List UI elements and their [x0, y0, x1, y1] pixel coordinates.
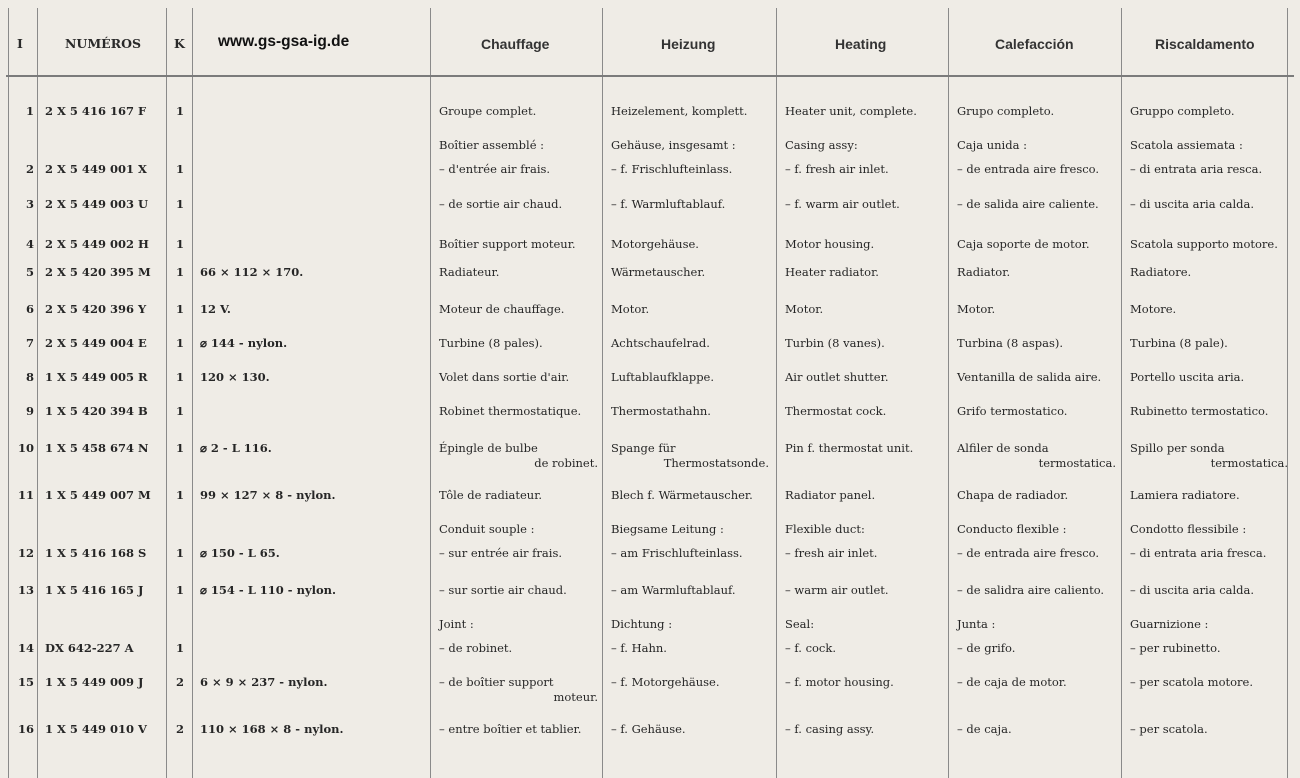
cell-fr: Groupe complet.: [439, 104, 537, 118]
cell-i: 13: [17, 583, 34, 597]
cell-k: 1: [176, 162, 185, 176]
cell-fr: – de robinet.: [439, 641, 513, 655]
cell-it: – per scatola.: [1130, 722, 1208, 736]
cell-de: Gehäuse, insgesamt :: [611, 138, 736, 152]
cell-en: – f. warm air outlet.: [785, 197, 900, 211]
cell-es: – de salida aire caliente.: [957, 197, 1099, 211]
cell-en: – f. motor housing.: [785, 675, 894, 689]
cell-num: 2 X 5 420 395 M: [45, 265, 151, 279]
cell-it: Portello uscita aria.: [1130, 370, 1245, 384]
cell-it: Turbina (8 pale).: [1130, 336, 1228, 350]
header-rule: [6, 75, 1294, 77]
cell-num: 1 X 5 449 009 J: [45, 675, 144, 689]
cell-k: 1: [176, 104, 185, 118]
cell-dim: 120 × 130.: [200, 370, 270, 384]
website-url: www.gs-gsa-ig.de: [218, 33, 350, 50]
cell-num: 1 X 5 458 674 N: [45, 441, 149, 455]
cell-fr: – de sortie air chaud.: [439, 197, 563, 211]
cell-en: – warm air outlet.: [785, 583, 889, 597]
cell-fr: Volet dans sortie d'air.: [439, 370, 570, 384]
cell-it: Radiatore.: [1130, 265, 1192, 279]
cell-it: Motore.: [1130, 302, 1177, 316]
cell-de: – f. Frischlufteinlass.: [611, 162, 733, 176]
cell-en: Seal:: [785, 617, 815, 631]
cell-dim: ⌀ 2 - L 116.: [200, 441, 272, 455]
cell-es: Turbina (8 aspas).: [957, 336, 1064, 350]
cell-es: Caja soporte de motor.: [957, 237, 1090, 251]
cell-it: Lamiera radiatore.: [1130, 488, 1240, 502]
header-numeros: NUMÉROS: [65, 36, 141, 51]
cell-fr: Conduit souple :: [439, 522, 535, 536]
cell-k: 1: [176, 302, 185, 316]
cell-en: – f. casing assy.: [785, 722, 875, 736]
cell-es: Alfiler de sonda: [957, 441, 1049, 455]
cell-dim: 110 × 168 × 8 - nylon.: [200, 722, 344, 736]
cell-en: Turbin (8 vanes).: [785, 336, 885, 350]
cell-de: Motor.: [611, 302, 650, 316]
cell-en: Heater radiator.: [785, 265, 879, 279]
cell-es: Conducto flexible :: [957, 522, 1067, 536]
cell-dim: 6 × 9 × 237 - nylon.: [200, 675, 328, 689]
cell-fr: Joint :: [439, 617, 474, 631]
header-french: Chauffage: [481, 36, 550, 52]
cell-dim: ⌀ 154 - L 110 - nylon.: [200, 583, 337, 597]
cell-es-continued: termostatica.: [1038, 456, 1116, 470]
cell-fr: Radiateur.: [439, 265, 500, 279]
cell-fr: Boîtier support moteur.: [439, 237, 576, 251]
cell-es: Ventanilla de salida aire.: [957, 370, 1102, 384]
cell-en: Pin f. thermostat unit.: [785, 441, 914, 455]
cell-fr: Tôle de radiateur.: [439, 488, 543, 502]
cell-it: Scatola assiemata :: [1130, 138, 1243, 152]
cell-es: – de entrada aire fresco.: [957, 162, 1100, 176]
cell-fr: – entre boîtier et tablier.: [439, 722, 582, 736]
cell-it: Gruppo completo.: [1130, 104, 1235, 118]
cell-num: 1 X 5 420 394 B: [45, 404, 148, 418]
cell-de: Spange für: [611, 441, 676, 455]
cell-dim: ⌀ 150 - L 65.: [200, 546, 280, 560]
column-divider: [776, 8, 777, 778]
cell-k: 1: [176, 583, 185, 597]
cell-es: Caja unida :: [957, 138, 1027, 152]
column-divider: [192, 8, 193, 778]
cell-de: Biegsame Leitung :: [611, 522, 724, 536]
cell-i: 9: [25, 404, 34, 418]
cell-i: 12: [17, 546, 34, 560]
cell-it: Guarnizione :: [1130, 617, 1209, 631]
cell-it: Rubinetto termostatico.: [1130, 404, 1269, 418]
cell-i: 2: [25, 162, 34, 176]
cell-i: 10: [17, 441, 34, 455]
cell-num: 1 X 5 449 010 V: [45, 722, 147, 736]
cell-i: 15: [17, 675, 34, 689]
cell-es: – de grifo.: [957, 641, 1016, 655]
cell-k: 1: [176, 488, 185, 502]
cell-dim: ⌀ 144 - nylon.: [200, 336, 288, 350]
cell-en: Radiator panel.: [785, 488, 876, 502]
cell-es: Radiator.: [957, 265, 1011, 279]
cell-fr: Moteur de chauffage.: [439, 302, 565, 316]
cell-it: – di entrata aria resca.: [1130, 162, 1263, 176]
cell-k: 1: [176, 237, 185, 251]
cell-de: – am Warmluftablauf.: [611, 583, 736, 597]
cell-dim: 12 V.: [200, 302, 231, 316]
cell-en: Air outlet shutter.: [785, 370, 889, 384]
header-english: Heating: [835, 36, 887, 52]
cell-de: – f. Gehäuse.: [611, 722, 686, 736]
cell-it: Scatola supporto motore.: [1130, 237, 1278, 251]
cell-i: 7: [25, 336, 34, 350]
cell-fr: – sur entrée air frais.: [439, 546, 562, 560]
cell-de: Dichtung :: [611, 617, 673, 631]
cell-de: Motorgehäuse.: [611, 237, 699, 251]
column-divider: [948, 8, 949, 778]
cell-en: – f. fresh air inlet.: [785, 162, 889, 176]
cell-k: 1: [176, 370, 185, 384]
cell-k: 2: [176, 722, 185, 736]
cell-en: Heater unit, complete.: [785, 104, 917, 118]
cell-fr: Épingle de bulbe: [439, 441, 538, 455]
cell-es: – de entrada aire fresco.: [957, 546, 1100, 560]
cell-i: 16: [17, 722, 34, 736]
cell-de: Thermostathahn.: [611, 404, 711, 418]
header-german: Heizung: [661, 36, 716, 52]
cell-fr: – de boîtier support: [439, 675, 554, 689]
cell-k: 2: [176, 675, 185, 689]
header-spanish: Calefacción: [995, 36, 1074, 52]
cell-it: – per scatola motore.: [1130, 675, 1253, 689]
cell-num: 2 X 5 449 004 E: [45, 336, 147, 350]
cell-i: 8: [25, 370, 34, 384]
cell-num: 1 X 5 449 005 R: [45, 370, 148, 384]
cell-es: Junta :: [957, 617, 996, 631]
cell-fr: Robinet thermostatique.: [439, 404, 582, 418]
cell-num: 2 X 5 416 167 F: [45, 104, 147, 118]
cell-it: – di uscita aria calda.: [1130, 197, 1255, 211]
cell-es: Grupo completo.: [957, 104, 1055, 118]
cell-en: Flexible duct:: [785, 522, 865, 536]
column-divider: [8, 8, 9, 778]
cell-i: 11: [17, 488, 34, 502]
column-divider: [1287, 8, 1288, 778]
cell-fr: Boîtier assemblé :: [439, 138, 545, 152]
cell-de: Achtschaufelrad.: [611, 336, 710, 350]
cell-num: 1 X 5 416 168 S: [45, 546, 147, 560]
cell-en: Motor housing.: [785, 237, 875, 251]
cell-de: Wärmetauscher.: [611, 265, 706, 279]
cell-es: Motor.: [957, 302, 996, 316]
cell-i: 4: [25, 237, 34, 251]
cell-dim: 99 × 127 × 8 - nylon.: [200, 488, 336, 502]
cell-i: 14: [17, 641, 34, 655]
cell-dim: 66 × 112 × 170.: [200, 265, 304, 279]
cell-es: Chapa de radiador.: [957, 488, 1069, 502]
cell-num: 2 X 5 449 003 U: [45, 197, 148, 211]
cell-k: 1: [176, 336, 185, 350]
cell-i: 3: [25, 197, 34, 211]
cell-num: 1 X 5 449 007 M: [45, 488, 151, 502]
cell-num: 1 X 5 416 165 J: [45, 583, 144, 597]
cell-de: – f. Motorgehäuse.: [611, 675, 720, 689]
cell-i: 5: [25, 265, 34, 279]
header-k: K: [174, 36, 185, 51]
cell-fr-continued: moteur.: [553, 690, 598, 704]
cell-num: DX 642-227 A: [45, 641, 134, 655]
cell-k: 1: [176, 404, 185, 418]
cell-de: Blech f. Wärmetauscher.: [611, 488, 753, 502]
cell-i: 1: [25, 104, 34, 118]
header-index: I: [17, 36, 23, 51]
column-divider: [166, 8, 167, 778]
cell-it: Spillo per sonda: [1130, 441, 1225, 455]
cell-it: – di uscita aria calda.: [1130, 583, 1255, 597]
cell-de: Heizelement, komplett.: [611, 104, 748, 118]
cell-num: 2 X 5 449 002 H: [45, 237, 149, 251]
cell-k: 1: [176, 197, 185, 211]
column-divider: [602, 8, 603, 778]
cell-fr: Turbine (8 pales).: [439, 336, 543, 350]
cell-de: – f. Hahn.: [611, 641, 667, 655]
cell-it-continued: termostatica.: [1210, 456, 1288, 470]
column-divider: [430, 8, 431, 778]
cell-num: 2 X 5 420 396 Y: [45, 302, 147, 316]
column-divider: [1121, 8, 1122, 778]
cell-de: Luftablaufklappe.: [611, 370, 715, 384]
cell-es: – de salidra aire caliento.: [957, 583, 1105, 597]
cell-en: Thermostat cock.: [785, 404, 887, 418]
cell-es: – de caja de motor.: [957, 675, 1067, 689]
cell-de-continued: Thermostatsonde.: [663, 456, 769, 470]
cell-k: 1: [176, 546, 185, 560]
cell-it: – per rubinetto.: [1130, 641, 1221, 655]
header-italian: Riscaldamento: [1155, 36, 1255, 52]
cell-i: 6: [25, 302, 34, 316]
cell-en: Casing assy:: [785, 138, 858, 152]
cell-fr: – sur sortie air chaud.: [439, 583, 567, 597]
cell-de: – f. Warmluftablauf.: [611, 197, 726, 211]
cell-es: – de caja.: [957, 722, 1012, 736]
cell-fr: – d'entrée air frais.: [439, 162, 551, 176]
cell-k: 1: [176, 641, 185, 655]
cell-en: Motor.: [785, 302, 824, 316]
cell-es: Grifo termostatico.: [957, 404, 1068, 418]
cell-k: 1: [176, 441, 185, 455]
cell-num: 2 X 5 449 001 X: [45, 162, 147, 176]
cell-fr-continued: de robinet.: [534, 456, 598, 470]
cell-it: – di entrata aria fresca.: [1130, 546, 1267, 560]
cell-en: – f. cock.: [785, 641, 836, 655]
cell-de: – am Frischlufteinlass.: [611, 546, 743, 560]
cell-it: Condotto flessibile :: [1130, 522, 1247, 536]
cell-k: 1: [176, 265, 185, 279]
cell-en: – fresh air inlet.: [785, 546, 878, 560]
column-divider: [37, 8, 38, 778]
